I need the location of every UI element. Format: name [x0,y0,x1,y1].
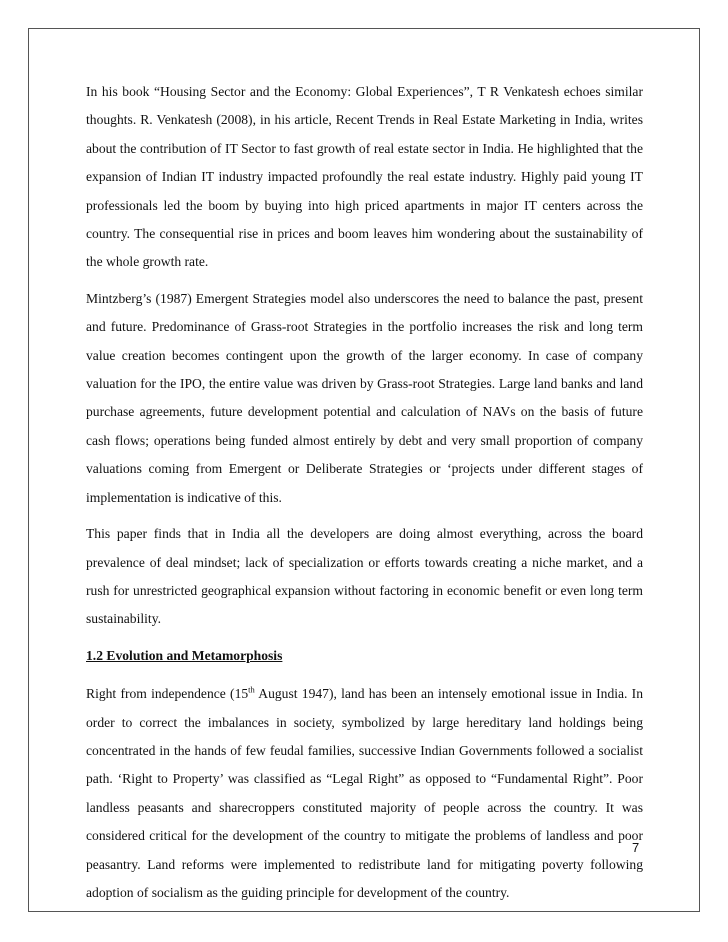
paragraph-venkatesh: In his book “Housing Sector and the Economy: Global Experiences”, T R Venkatesh echoes similar thoughts. R. Venkatesh (2008), in his article, Recent Trends in Real Estate Marketing in India, writes about the contribution of IT Sector to fast growth of real estate sector in India. He highlighted that the expansion of Indian IT industry impacted profoundly the real estate industry. Highly paid young IT professionals led the boom by buying into high priced apartments in major IT centers across the country. The consequential rise in prices and boom leaves him wondering about the sustainability of the whole growth rate. [86,84,643,270]
section-heading: 1.2 Evolution and Metamorphosis [86,647,283,663]
paragraph-evolution [86,680,643,907]
document-body [86,78,643,915]
paragraph-findings: This paper finds that in India all the developers are doing almost everything, across the board prevalence of deal mindset; lack of specialization or efforts towards creating a niche market, and a rush for unrestricted geographical expansion without factoring in economic benefit or even long term sustainability. [86,526,643,627]
paragraph-evolution-rest: August 1947), land has been an intensely emotional issue in India. In order to correct the imbalances in society, symbolized by large hereditary land holdings being concentrated in the hands of few feudal families, successive Indian Governments followed a socialist path. ‘Right to Property’ was classified as “Legal Right” as opposed to “Fundamental Right”. Poor landless peasants and sharecroppers constituted majority of people across the country. It was considered critical for the development of the country to mitigate the problems of landless and poor peasantry. Land reforms were implemented to redistribute land for mitigating poverty following adoption of socialism as the guiding principle for development of the country. [86,686,643,900]
page-number: 7 [632,840,640,855]
paragraph-evolution-start: Right from independence (15 [86,686,249,702]
paragraph-mintzberg: Mintzberg’s (1987) Emergent Strategies model also underscores the need to balance the past, present and future. Predominance of Grass-root Strategies in the portfolio increases the risk and long term value creation becomes contingent upon the growth of the larger economy. In case of company valuation for the IPO, the entire value was driven by Grass-root Strategies. Large land banks and land purchase agreements, future development potential and calculation of NAVs on the basis of future cash flows; operations being funded almost entirely by debt and very small proportion of company valuations coming from Emergent or Deliberate Strategies or ‘projects under different stages of implementation is indicative of this. [86,290,643,505]
ordinal-superscript: th [248,684,255,695]
